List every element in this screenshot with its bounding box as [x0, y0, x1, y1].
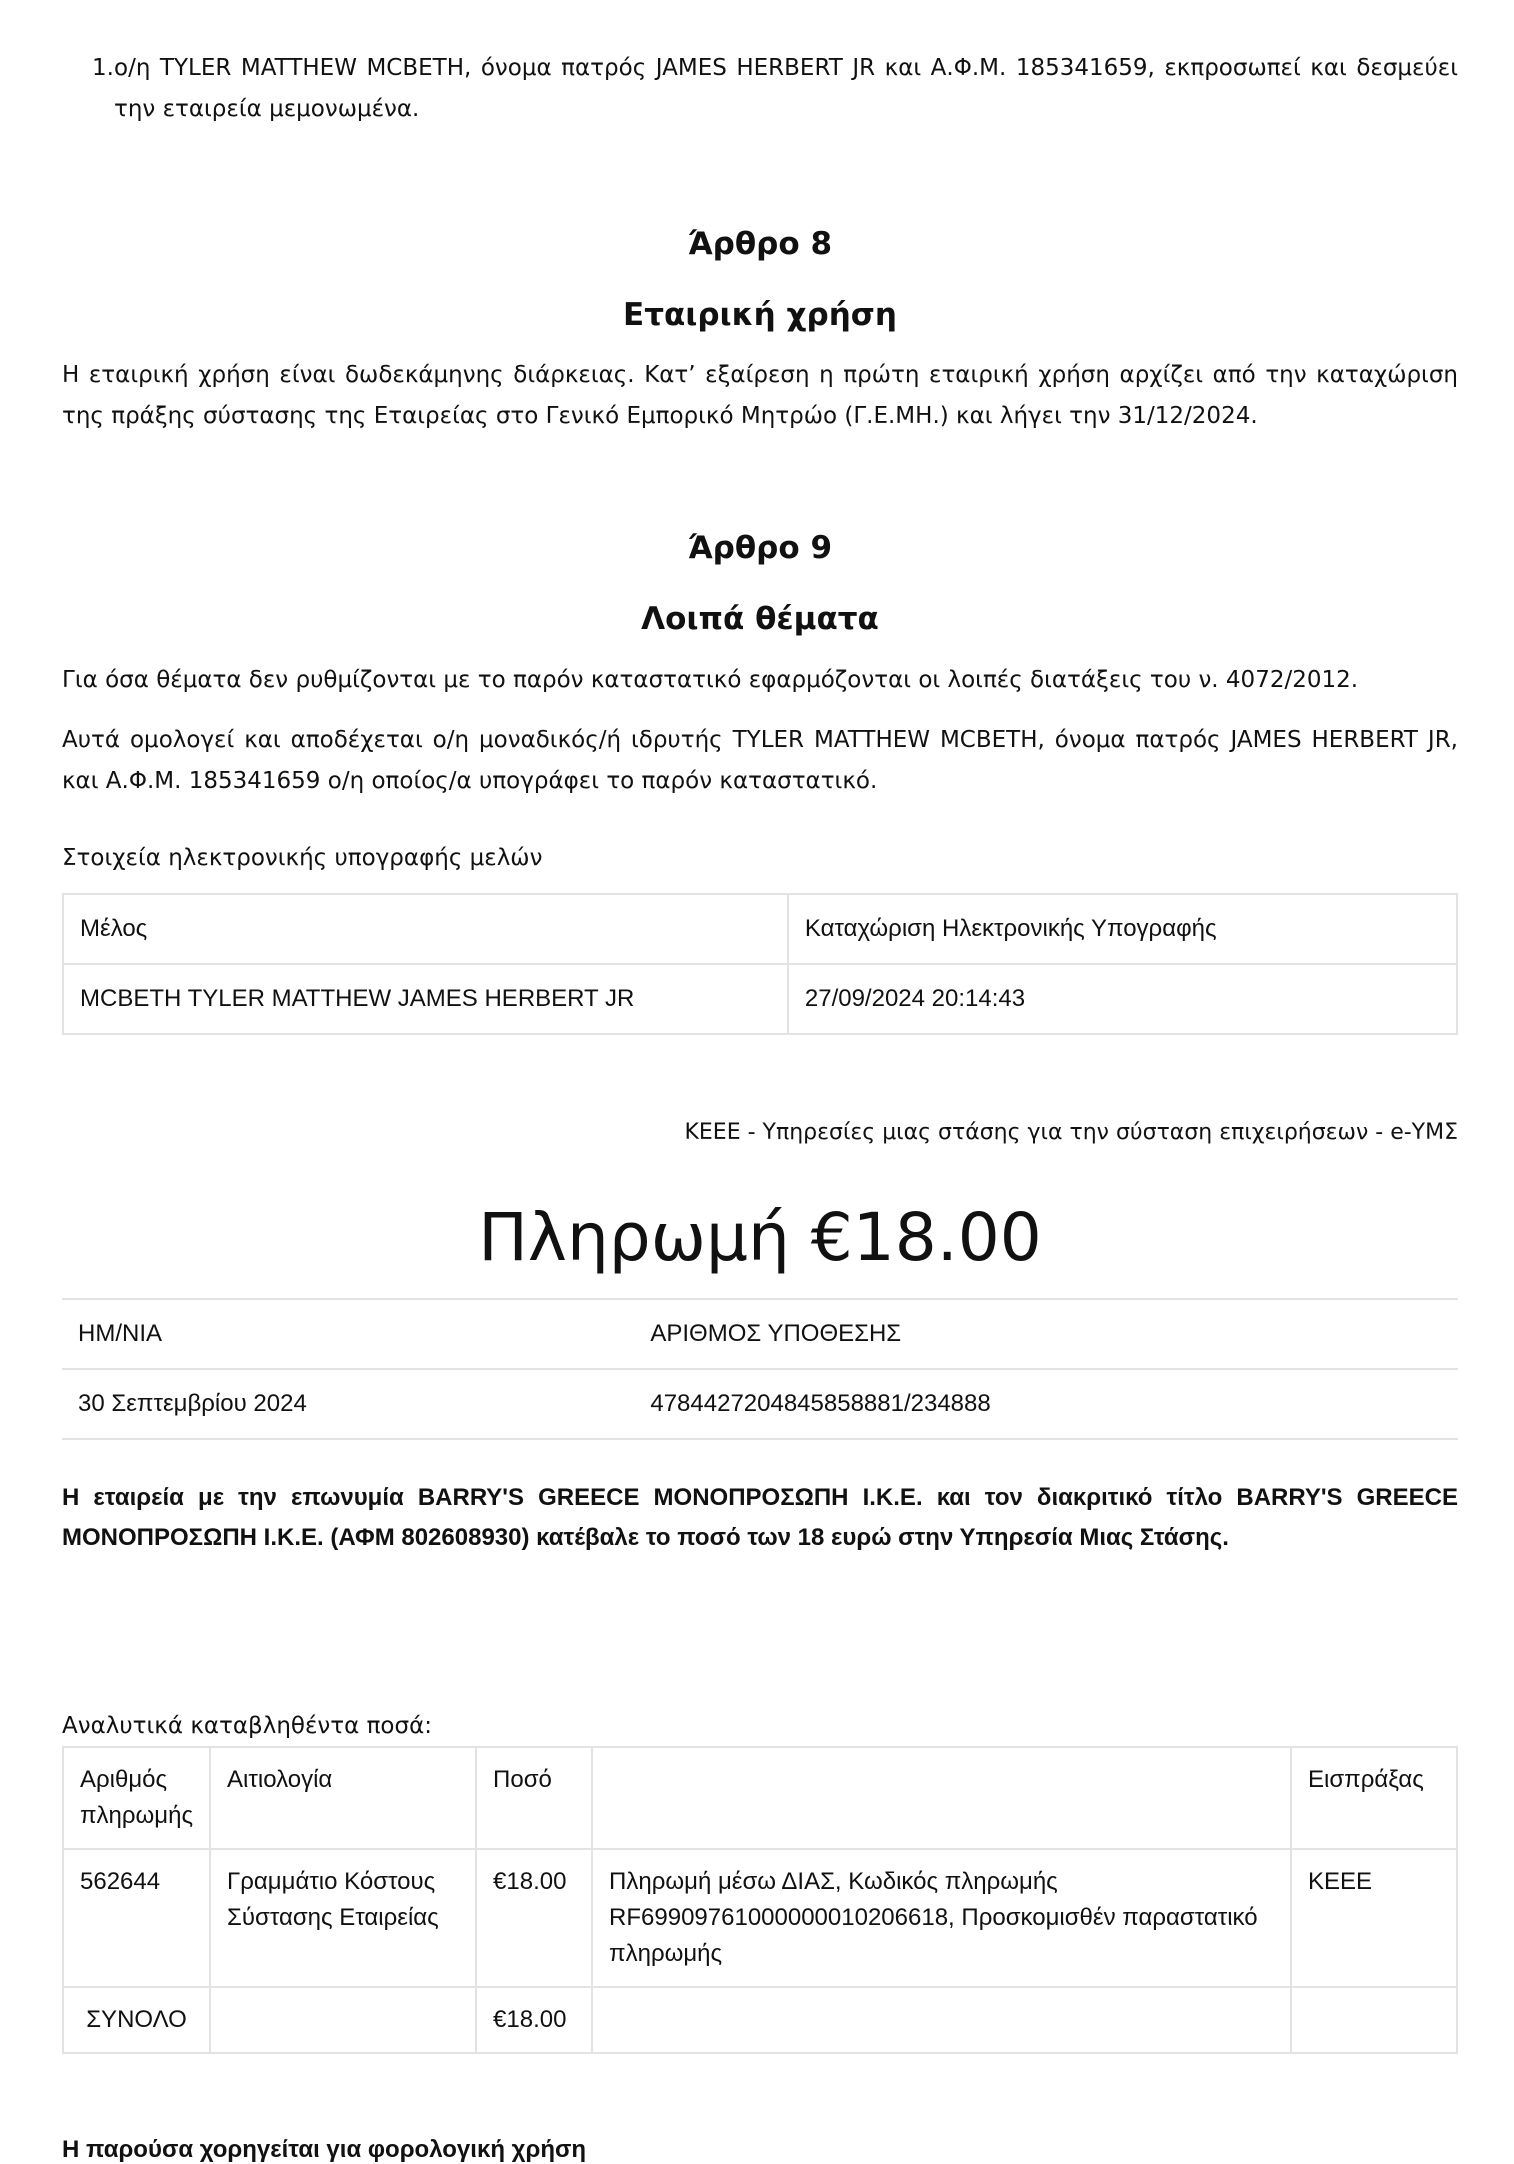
table-row: [62, 1299, 1458, 1369]
article-8-text: Η εταιρική χρήση είναι δωδεκάμηνης διάρκειας. Κατ’ εξαίρεση η πρώτη εταιρική χρήση αρχίζει από την καταχώριση της πράξης σύστασης της Εταιρείας στο Γενικό Εμπορικό Μητρώο (Γ.Ε.ΜΗ.) και λήγει την 31/12/2024.: [62, 362, 1458, 429]
footer-note: Η παρούσα χορηγείται για φορολογική χρήση: [62, 2136, 587, 2163]
member-header: Μέλος: [63, 894, 788, 964]
article-9-text-1: Για όσα θέματα δεν ρυθμίζονται με το παρόν καταστατικό εφαρμόζονται οι λοιπές διατάξεις του ν. 4072/2012.: [62, 667, 1359, 693]
case-number: 478442720484585888​1/234888: [634, 1369, 1458, 1439]
payment-reason: Γραμμάτιο Κόστους Σύστασης Εταιρείας: [210, 1849, 476, 1987]
list-item-text: ο/η TYLER MATTHEW MCBETH, όνομα πατρός JAMES HERBERT JR και Α.Φ.Μ. 185341659, εκπροσωπεί και δεσμεύει την εταιρεία μεμονωμένα.: [114, 55, 1458, 122]
payment-notes: Πληρωμή μέσω ΔΙΑΣ, Κωδικός πληρωμής RF69909761000000010206618, Προσκομισθέν παραστατικό πληρωμής: [592, 1849, 1291, 1987]
total-amount: €18.00: [476, 1987, 592, 2053]
total-collector: [1291, 1987, 1457, 2053]
notes-header: [592, 1747, 1291, 1849]
article-9-title: Λοιπά θέματα: [641, 601, 879, 637]
reason-header: Αιτιολογία: [210, 1747, 476, 1849]
article-9-number: Άρθρο 9: [687, 530, 833, 566]
service-line: ΚΕΕΕ - Υπηρεσίες μιας στάσης για την σύσταση επιχειρήσεων - e-ΥΜΣ: [684, 1120, 1458, 1145]
collector-header: Εισπράξας: [1291, 1747, 1457, 1849]
details-caption: Αναλυτικά καταβληθέντα ποσά:: [62, 1713, 432, 1739]
date-header: ΗΜ/ΝΙΑ: [62, 1299, 634, 1369]
signature-registration-header: Καταχώριση Ηλεκτρονικής Υπογραφής: [788, 894, 1457, 964]
payment-date: 30 Σεπτεμβρίου 2024: [62, 1369, 634, 1439]
table-row: [63, 1987, 1457, 2053]
payment-title: Πληρωμή €18.00: [478, 1199, 1042, 1276]
table-row: [62, 1369, 1458, 1439]
case-number-header: ΑΡΙΘΜΟΣ ΥΠΟΘΕΣΗΣ: [634, 1299, 1458, 1369]
payment-info-table: [62, 1298, 1458, 1440]
signatures-table: [62, 893, 1458, 1035]
list-number: 1.: [92, 55, 114, 81]
table-row: [63, 894, 1457, 964]
article-8-number: Άρθρο 8: [687, 226, 833, 262]
signature-timestamp: 27/09/2024 20:14:43: [788, 964, 1457, 1034]
payment-number-header: Αριθμός πληρωμής: [63, 1747, 210, 1849]
list-item: [92, 48, 1458, 130]
amount-header: Ποσό: [476, 1747, 592, 1849]
payment-amount: €18.00: [476, 1849, 592, 1987]
total-label: ΣΥΝΟΛΟ: [63, 1987, 210, 2053]
table-row: [63, 964, 1457, 1034]
payment-number: 562644: [63, 1849, 210, 1987]
signatures-caption: Στοιχεία ηλεκτρονικής υπογραφής μελών: [62, 845, 543, 871]
payment-collector: ΚΕΕΕ: [1291, 1849, 1457, 1987]
article-9-text-2: Αυτά ομολογεί και αποδέχεται ο/η μοναδικός/ή ιδρυτής TYLER MATTHEW MCBETH, όνομα πατρός JAMES HERBERT JR, και Α.Φ.Μ. 185341659 ο/η οποίος/α υπογράφει το παρόν καταστατικό.: [62, 727, 1458, 794]
table-row: [63, 1747, 1457, 1849]
payment-statement: Η εταιρεία με την επωνυμία BARRY'S GREECE ΜΟΝΟΠΡΟΣΩΠΗ Ι.Κ.Ε. και τον διακριτικό τίτλο BARRY'S GREECE ΜΟΝΟΠΡΟΣΩΠΗ Ι.Κ.Ε. (ΑΦΜ 802608930) κατέβαλε το ποσό των 18 ευρώ στην Υπηρεσία Μιας Στάσης.: [62, 1484, 1458, 1551]
total-notes: [592, 1987, 1291, 2053]
payment-details-table: [62, 1746, 1458, 2054]
total-reason: [210, 1987, 476, 2053]
member-name: MCBETH TYLER MATTHEW JAMES HERBERT JR: [63, 964, 788, 1034]
article-8-title: Εταιρική χρήση: [623, 297, 897, 333]
table-row: [63, 1849, 1457, 1987]
